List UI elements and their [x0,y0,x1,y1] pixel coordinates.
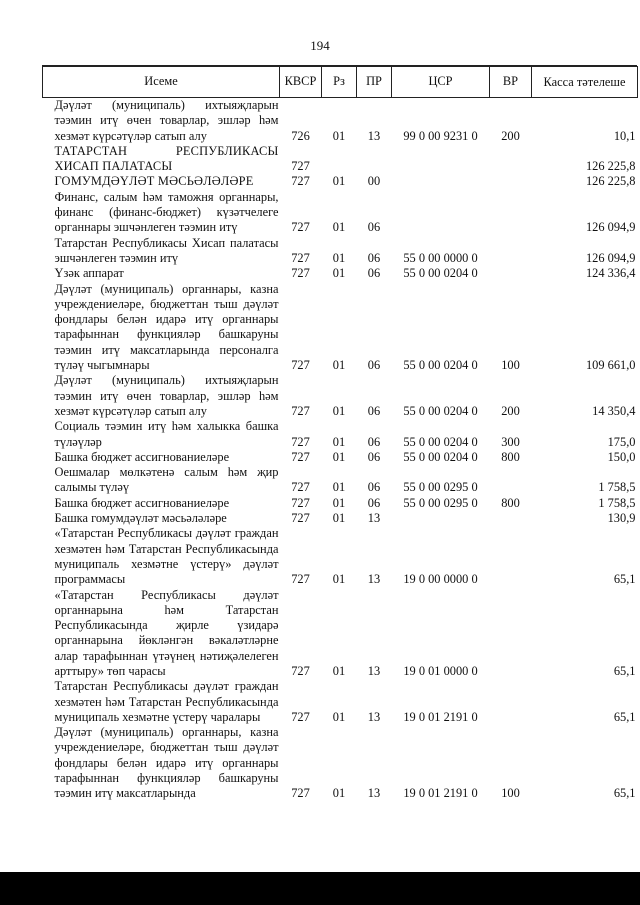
header-vr: ВР [490,67,532,98]
cell-kassa: 109 661,0 [585,358,636,373]
cell-csr: 55 0 00 0204 0 [403,434,478,449]
budget-table [42,66,638,802]
cell-rz: 01 [332,449,346,464]
cell-kvsr: 727 [291,663,310,678]
cell-kvsr: 727 [291,572,310,587]
cell-kassa: 1 758,5 [598,480,636,495]
cell-kvsr: 727 [291,709,310,724]
cell-vr [490,144,532,175]
table-row [43,588,638,680]
table-row [43,282,638,374]
cell-kassa: 130,9 [607,511,636,526]
header-csr: ЦСР [392,67,490,98]
cell-name: Оешмалар мөлкәтенә салым һәм җир салымы түләү [54,465,279,495]
cell-csr [392,144,490,175]
cell-kvsr: 727 [291,250,310,265]
cell-pr: 13 [367,786,381,801]
cell-csr: 19 0 01 2191 0 [403,786,478,801]
cell-csr: 55 0 00 0204 0 [403,403,478,418]
cell-pr: 00 [367,174,381,189]
cell-name: Татарстан Республикасы дәүләт граждан хезмәтен һәм Татарстан Республикасында муниципаль хезмәтне үстерү чаралары [54,679,279,724]
cell-vr: 300 [501,434,520,449]
cell-rz [322,144,357,175]
cell-rz: 01 [332,266,346,281]
cell-pr: 13 [367,663,381,678]
cell-kassa: 126 225,8 [585,159,636,174]
cell-vr [490,266,532,281]
cell-csr: 99 0 00 9231 0 [403,128,478,143]
cell-pr: 13 [367,709,381,724]
cell-kvsr: 726 [291,128,310,143]
cell-kvsr: 727 [291,220,310,235]
cell-pr: 06 [367,358,381,373]
cell-name: Дәүләт (муниципаль) ихтыяҗларын тәэмин итү өчен товарлар, эшләр һәм хезмәт күрсәтүләр сатып алу [54,373,279,418]
cell-rz: 01 [332,709,346,724]
cell-kvsr: 727 [291,495,310,510]
cell-name: «Татарстан Республикасы дәүләт органнарына һәм Татарстан Республикасында җирле үзидарә органнарына йөкләнгән вәкаләтләрне алар тарафыннан үтәүнең нәтиҗәлелеген арттыру» төп чарасы [54,587,279,678]
table-row [43,725,638,801]
cell-csr: 19 0 00 0000 0 [403,572,478,587]
table-row [43,373,638,419]
header-kassa: Касса тәтелеше [532,67,638,98]
cell-vr: 800 [501,449,520,464]
cell-csr [392,511,490,526]
cell-vr [490,465,532,496]
cell-vr [490,190,532,236]
header-name: Исеме [43,67,280,98]
cell-kassa: 126 225,8 [585,174,636,189]
table-row [43,98,638,144]
cell-name: Башка бюджет ассигнованиеләре [54,449,230,464]
cell-pr: 06 [367,495,381,510]
cell-rz: 01 [332,511,346,526]
cell-kassa: 175,0 [607,434,636,449]
cell-csr: 55 0 00 0295 0 [403,480,478,495]
cell-vr [490,236,532,267]
cell-kvsr: 727 [291,786,310,801]
cell-name: Дәүләт (муниципаль) ихтыяҗларын тәэмин итү өчен товарлар, эшләр һәм хезмәт күрсәтүләр сатып алу [54,98,279,143]
cell-kvsr: 727 [291,174,310,189]
cell-pr: 06 [367,250,381,265]
cell-name: Дәүләт (муниципаль) органнары, казна учреждениеләре, бюджеттан тыш дәүләт фондлары белән идарә итү органнары тарафыннан функцияләр башкаруны тәэмин итү максатларында персоналга түләү чыгымнары [54,281,279,373]
cell-vr [490,588,532,680]
table-row [43,419,638,450]
table-row [43,511,638,526]
cell-pr: 13 [367,128,381,143]
cell-kvsr: 727 [291,358,310,373]
cell-kvsr: 727 [291,511,310,526]
cell-pr: 13 [367,572,381,587]
page-number: 194 [310,38,330,53]
cell-name: Социаль тәэмин итү һәм халыкка башка түләүләр [54,419,279,449]
cell-kvsr: 727 [291,159,310,174]
cell-kassa: 150,0 [607,449,636,464]
cell-rz: 01 [332,495,346,510]
cell-name: Татарстан Республикасы Хисап палатасы эшчәнлеген тәэмин итү [54,235,279,265]
cell-csr: 19 0 01 0000 0 [403,663,478,678]
cell-rz: 01 [332,434,346,449]
cell-vr: 200 [501,403,520,418]
table-row [43,236,638,267]
cell-rz: 01 [332,358,346,373]
cell-vr: 800 [501,495,520,510]
cell-pr: 06 [367,449,381,464]
cell-vr [490,679,532,725]
cell-pr: 06 [367,266,381,281]
table-row [43,144,638,175]
cell-pr: 06 [367,434,381,449]
cell-kassa: 65,1 [613,663,636,678]
cell-kassa: 14 350,4 [592,403,636,418]
cell-rz: 01 [332,480,346,495]
table-row [43,450,638,465]
cell-name: Башка гомумдәүләт мәсьәләләре [54,511,227,526]
cell-name: ТАТАРСТАН РЕСПУБЛИКАСЫ ХИСАП ПАЛАТАСЫ [54,143,279,174]
cell-rz: 01 [332,174,346,189]
header-pr: ПР [357,67,392,98]
cell-vr: 100 [501,358,520,373]
cell-rz: 01 [332,250,346,265]
table-row [43,679,638,725]
table-header-row [43,67,638,98]
cell-rz: 01 [332,786,346,801]
cell-kassa: 126 094,9 [585,250,636,265]
cell-kassa: 126 094,9 [585,220,636,235]
cell-pr: 06 [367,480,381,495]
cell-csr: 55 0 00 0204 0 [403,266,478,281]
cell-name: Башка бюджет ассигнованиеләре [54,495,230,510]
table-body [43,98,638,802]
cell-kassa: 1 758,5 [598,495,636,510]
cell-csr: 55 0 00 0295 0 [403,495,478,510]
table-row [43,190,638,236]
header-kvsr: КВСР [280,67,322,98]
table-row [43,266,638,281]
cell-name: Финанс, салым һәм таможня органнары, финанс (финанс-бюджет) күзәтчелеге органнары эшчәнлеген тәэмин итү [54,189,279,235]
cell-vr [490,174,532,189]
cell-kvsr: 727 [291,403,310,418]
cell-pr: 06 [367,220,381,235]
cell-rz: 01 [332,403,346,418]
cell-kvsr: 727 [291,480,310,495]
cell-kvsr: 727 [291,449,310,464]
table-row [43,526,638,587]
cell-pr: 13 [367,511,381,526]
cell-rz: 01 [332,572,346,587]
cell-kassa: 65,1 [613,572,636,587]
cell-csr: 55 0 00 0000 0 [403,250,478,265]
cell-vr: 200 [501,128,520,143]
cell-csr [392,190,490,236]
cell-name: Үзәк аппарат [54,266,124,281]
cell-name: Дәүләт (муниципаль) органнары, казна учреждениеләре, бюджеттан тыш дәүләт фондлары белән идарә итү органнары тарафыннан функцияләр башкаруны тәэмин итү максатларында [54,725,279,801]
cell-kassa: 10,1 [613,128,636,143]
cell-csr: 55 0 00 0204 0 [403,449,478,464]
scan-bottom-edge [0,872,640,905]
cell-csr: 19 0 01 2191 0 [403,709,478,724]
cell-vr [490,526,532,587]
cell-pr: 06 [367,403,381,418]
cell-kassa: 65,1 [613,786,636,801]
header-rz: Рз [322,67,357,98]
cell-kvsr: 727 [291,266,310,281]
cell-pr [357,144,392,175]
cell-kassa: 65,1 [613,709,636,724]
cell-rz: 01 [332,663,346,678]
cell-name: ГОМУМДӘҮЛӘТ МӘСЬӘЛӘЛӘРЕ [54,174,254,189]
cell-csr [392,174,490,189]
cell-kassa: 124 336,4 [585,266,636,281]
table-row [43,496,638,511]
table-row [43,465,638,496]
cell-name: «Татарстан Республикасы дәүләт граждан хезмәтен һәм Татарстан Республикасында муниципаль хезмәтне үстерү» дәүләт программасы [54,526,279,587]
cell-csr: 55 0 00 0204 0 [403,358,478,373]
cell-kvsr: 727 [291,434,310,449]
cell-vr: 100 [501,786,520,801]
cell-rz: 01 [332,128,346,143]
cell-vr [490,511,532,526]
table-row [43,174,638,189]
cell-rz: 01 [332,220,346,235]
